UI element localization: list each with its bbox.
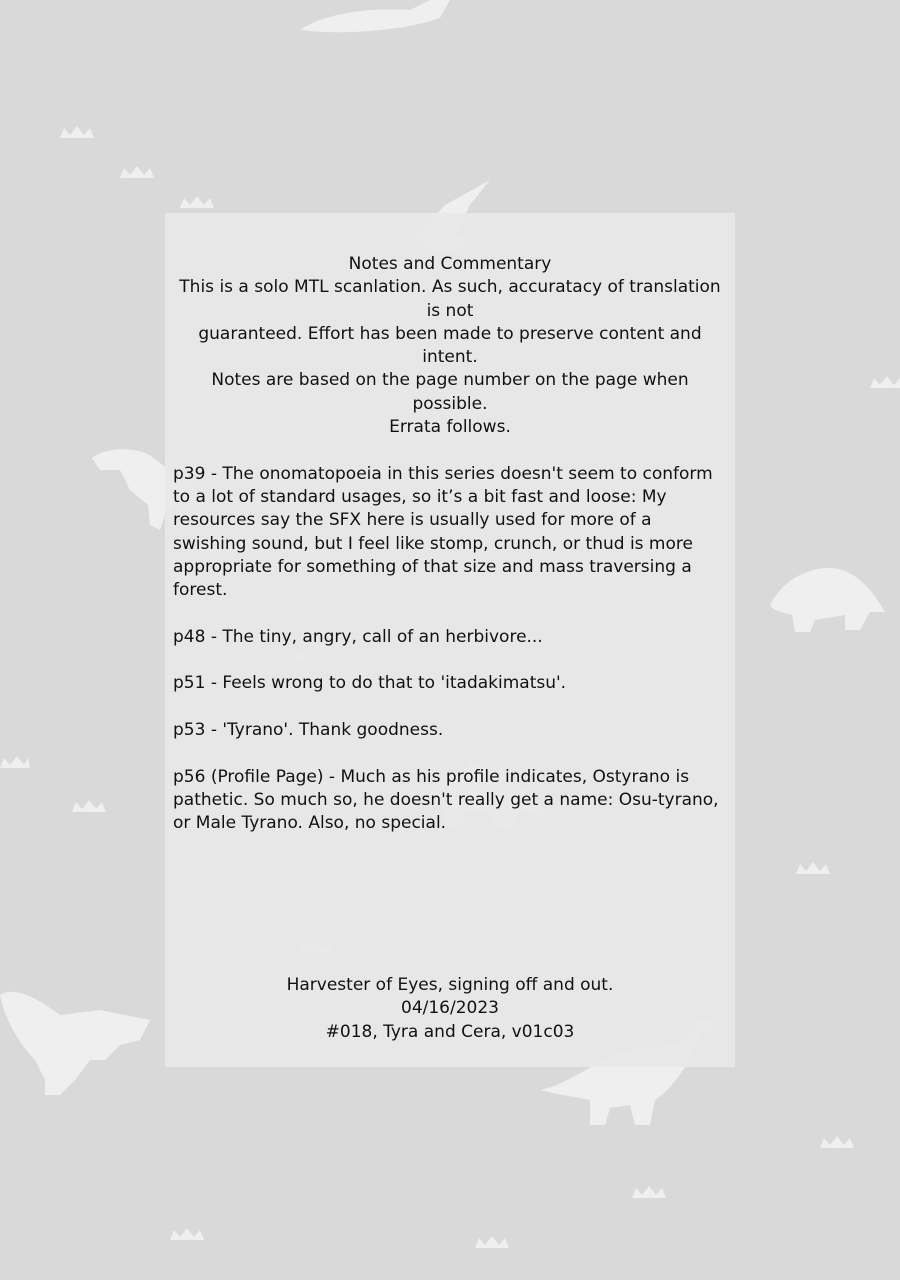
- crown-icon: [180, 196, 214, 208]
- crown-icon: [796, 862, 830, 874]
- intro-line: Notes are based on the page number on the page when possible.: [211, 370, 689, 414]
- intro-line: guaranteed. Effort has been made to preserve content and intent.: [198, 323, 702, 368]
- intro-line: This is a solo MTL scanlation. As such, accuratacy of translation is not: [179, 277, 721, 321]
- crown-icon: [120, 166, 154, 178]
- release-id: #018, Tyra and Cera, v01c03: [325, 1021, 575, 1042]
- trex-silhouette-bottom: [0, 992, 150, 1095]
- crown-icon: [170, 1228, 204, 1240]
- crown-icon: [0, 756, 30, 768]
- crown-icon: [60, 126, 94, 138]
- crown-icon: [72, 800, 106, 812]
- crown-icon: [870, 376, 900, 388]
- note-p39: p39 - The onomatopoeia in this series doesn't seem to conform to a lot of standard usages, so it’s a bit fast and loose: My resources say the SFX here is usually used for more of a swishing sound, but I feel like stomp, crunch, or thud is more appropriate for something of that size and mass traversing a forest.: [173, 463, 713, 601]
- signoff-date: 04/16/2023: [401, 998, 499, 1019]
- signoff-footer: [165, 974, 735, 1044]
- notes-panel: [165, 213, 735, 1067]
- intro-line: Errata follows.: [389, 417, 511, 438]
- signoff-text: Harvester of Eyes, signing off and out.: [286, 975, 614, 995]
- triceratops-silhouette: [770, 568, 885, 632]
- crown-icon: [820, 1136, 854, 1148]
- note-p48: p48 - The tiny, angry, call of an herbivore...: [173, 626, 543, 647]
- note-p56: p56 (Profile Page) - Much as his profile indicates, Ostyrano is pathetic. So much so, he doesn't really get a name: Osu-tyrano, or Male Tyrano. Also, no special.: [173, 766, 719, 834]
- notes-heading: Notes and Commentary: [348, 254, 552, 274]
- crown-icon: [632, 1186, 666, 1198]
- brachiosaurus-silhouette-top: [300, 0, 450, 32]
- note-p53: p53 - 'Tyrano'. Thank goodness.: [173, 719, 444, 740]
- note-p51: p51 - Feels wrong to do that to 'itadakimatsu'.: [173, 673, 567, 694]
- intro-text: [173, 276, 727, 439]
- crown-icon: [475, 1236, 509, 1248]
